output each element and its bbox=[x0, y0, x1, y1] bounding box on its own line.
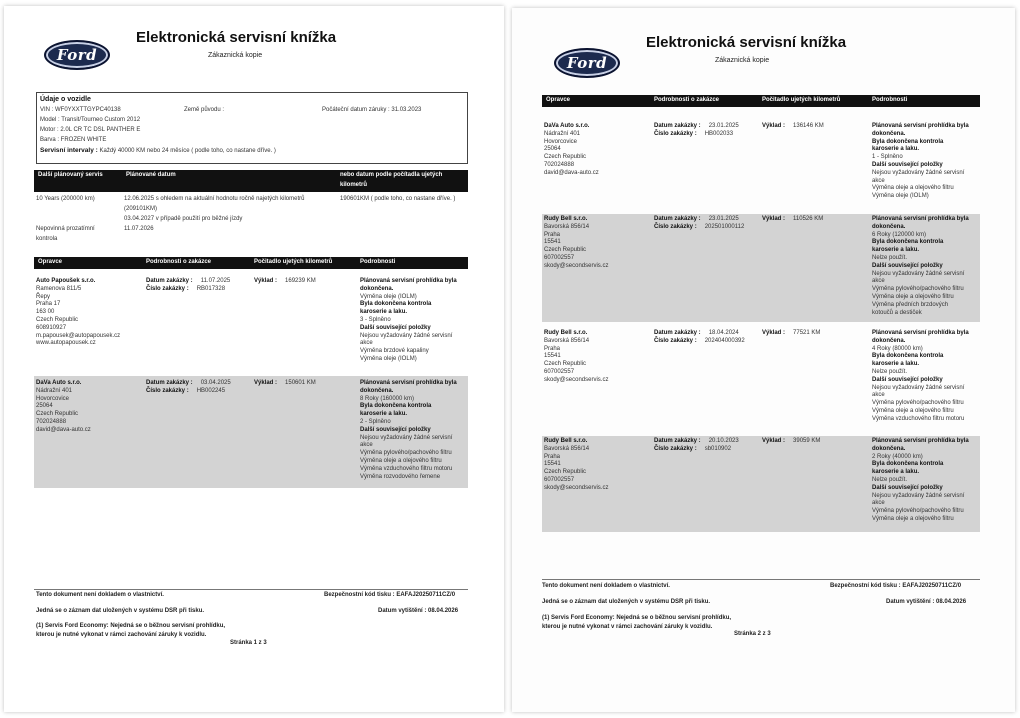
dealer-line: skody@secondservis.cz bbox=[544, 262, 609, 269]
service-detail: Další související položky bbox=[360, 324, 431, 331]
footer-security-code: Bezpečnostní kód tisku : EAFAJ20250711CZ/0 bbox=[830, 583, 962, 589]
document-title: Elektronická servisní knížka bbox=[136, 29, 337, 46]
service-detail: Výměna pylového/pachového filtru bbox=[872, 508, 964, 515]
service-detail: Nejsou vyžadovány žádné servisní bbox=[360, 332, 453, 339]
service-detail: dokončena. bbox=[872, 130, 906, 137]
dealer-line: Bavorská 856/14 bbox=[544, 337, 590, 344]
footer-print-date: Datum vytištění : 08.04.2026 bbox=[886, 599, 967, 605]
dealer-name: Rudy Bell s.r.o. bbox=[544, 216, 588, 222]
service-detail: Nelze použít. bbox=[872, 255, 908, 261]
vehicle-vin: VIN : WF0YXXTTGYPC40138 bbox=[40, 107, 121, 113]
service-detail: Výměna oleje (IOLM) bbox=[360, 293, 417, 300]
service-detail: akce bbox=[360, 340, 373, 347]
service-detail: Výměna předních brzdových bbox=[872, 301, 949, 308]
dealer-line: Bavorská 856/14 bbox=[544, 445, 590, 452]
service-detail: Nejsou vyžadovány žádné servisní bbox=[872, 492, 965, 499]
order-number: Číslo zakázky : 202404000392 bbox=[654, 337, 745, 344]
dealer-line: Bavorská 856/14 bbox=[544, 223, 590, 230]
footer-print-date: Datum vytištění : 08.04.2026 bbox=[378, 608, 459, 614]
dealer-line: 15541 bbox=[544, 239, 561, 246]
interim-check-date: 11.07.2026 bbox=[124, 226, 154, 232]
dealer-line: skody@secondservis.cz bbox=[544, 484, 609, 491]
service-detail: dokončena. bbox=[360, 285, 394, 292]
dealer-name: Rudy Bell s.r.o. bbox=[544, 330, 588, 336]
service-detail: Výměna pylového/pachového filtru bbox=[872, 286, 964, 293]
dealer-line: 25064 bbox=[36, 403, 53, 410]
order-number: Číslo zakázky : 202501000112 bbox=[654, 223, 745, 230]
dealer-line: Czech Republic bbox=[544, 154, 587, 161]
service-detail: Další související položky bbox=[872, 484, 943, 491]
service-detail: Výměna oleje a olejového filtru bbox=[872, 408, 954, 414]
service-detail: dokončena. bbox=[872, 223, 906, 230]
service-detail: 6 Roky (120000 km) bbox=[872, 231, 927, 238]
dealer-line: Ramenova 811/5 bbox=[36, 285, 82, 292]
service-detail: Byla dokončena kontrola bbox=[360, 301, 432, 308]
dealer-name: DaVa Auto s.r.o. bbox=[544, 123, 590, 129]
order-date: Datum zakázky : 03.04.2025 bbox=[146, 380, 231, 386]
footer-not-proof: Tento dokument není dokladem o vlastnictví. bbox=[542, 583, 670, 589]
odometer-reading: Výklad : 39059 KM bbox=[762, 438, 821, 444]
vehicle-intervals: Servisní intervaly : Každý 40000 KM nebo 24 měsíce ( podle toho, co nastane dříve. ) bbox=[40, 147, 276, 154]
service-detail: Výměna oleje (IOLM) bbox=[360, 356, 417, 362]
service-detail: Další související položky bbox=[872, 162, 943, 168]
vehicle-warranty-date: Počáteční datum záruky : 31.03.2023 bbox=[322, 107, 422, 113]
dealer-line: 607002557 bbox=[544, 255, 575, 261]
order-date: Datum zakázky : 23.01.2025 bbox=[654, 216, 739, 222]
service-detail: Výměna oleje a olejového filtru bbox=[872, 185, 954, 192]
service-detail: 3 - Splněno bbox=[360, 317, 391, 323]
service-detail: Plánovaná servisní prohlídka byla bbox=[872, 123, 969, 129]
dealer-line: Hovorcovice bbox=[544, 138, 578, 145]
dealer-line: Czech Republic bbox=[36, 411, 79, 418]
service-detail: akce bbox=[872, 392, 885, 399]
order-date: Datum zakázky : 23.01.2025 bbox=[654, 123, 739, 129]
dealer-line: Praha bbox=[544, 453, 561, 460]
service-detail: Výměna oleje a olejového filtru bbox=[360, 458, 442, 464]
service-detail: karoserie a laku. bbox=[872, 361, 920, 368]
document-subtitle: Zákaznická kopie bbox=[715, 57, 770, 64]
dealer-line: Řepy bbox=[36, 293, 51, 300]
footer-economy-2: kterou je nutné vykonat v rámci zachování záruky k vozidlu. bbox=[36, 632, 207, 638]
service-detail: Plánovaná servisní prohlídka byla bbox=[360, 380, 457, 386]
order-number: Číslo zakázky : HB002033 bbox=[654, 130, 734, 137]
dealer-line: david@dava-auto.cz bbox=[36, 426, 91, 433]
vehicle-engine: Motor : 2.0L CR TC DSL PANTHER E bbox=[40, 127, 141, 133]
order-date: Datum zakázky : 11.07.2025 bbox=[146, 278, 231, 284]
service-detail: Výměna vzduchového filtru motoru bbox=[872, 415, 965, 422]
history-header: Opravce Podrobnosti o zakázce Počitadlo ujetých kilometrů Podrobnosti bbox=[34, 257, 468, 269]
dealer-line: Czech Republic bbox=[544, 247, 587, 254]
dealer-line: Nádražní 401 bbox=[544, 130, 581, 137]
service-detail: Nelze použít. bbox=[872, 369, 908, 375]
odometer-reading: Výklad : 110526 KM bbox=[762, 216, 824, 222]
planned-date-km: (209101KM) bbox=[124, 206, 158, 212]
service-detail: akce bbox=[872, 278, 885, 285]
service-detail: 2 - Splněno bbox=[360, 419, 391, 425]
footer-economy-1: (1) Servis Ford Economy: Nejedná se o běžnou servisní prohlídku, bbox=[36, 623, 226, 629]
service-detail: karoserie a laku. bbox=[872, 146, 920, 153]
footer-economy-1: (1) Servis Ford Economy: Nejedná se o běžnou servisní prohlídku, bbox=[542, 615, 732, 621]
vehicle-heading: Údaje o vozidle bbox=[40, 96, 91, 103]
service-detail: Další související položky bbox=[872, 376, 943, 383]
dealer-line: skody@secondservis.cz bbox=[544, 376, 609, 383]
service-detail: 1 - Splněno bbox=[872, 154, 903, 161]
odometer-reading: Výklad : 77521 KM bbox=[762, 330, 821, 336]
service-detail: Plánovaná servisní prohlídka byla bbox=[872, 438, 969, 444]
service-detail: Nejsou vyžadovány žádné servisní bbox=[872, 270, 965, 277]
history-header: Opravce Podrobnosti o zakázce Počitadlo ujetých kilometrů Podrobnosti bbox=[542, 95, 980, 107]
order-date: Datum zakázky : 20.10.2023 bbox=[654, 438, 739, 444]
service-detail: Další související položky bbox=[872, 262, 943, 269]
footer-economy-2: kterou je nutné vykonat v rámci zachování záruky k vozidlu. bbox=[542, 624, 713, 630]
service-detail: 8 Roky (160000 km) bbox=[360, 395, 415, 402]
footer-security-code: Bezpečnostní kód tisku : EAFAJ20250711CZ/0 bbox=[324, 592, 456, 598]
service-detail: kotoučů a destiček bbox=[872, 309, 922, 316]
vehicle-color: Barva : FROZEN WHITE bbox=[40, 137, 107, 143]
service-detail: Byla dokončena kontrola bbox=[360, 403, 432, 410]
footer-divider bbox=[542, 579, 980, 580]
service-detail: Plánovaná servisní prohlídka byla bbox=[360, 278, 457, 284]
service-detail: Byla dokončena kontrola bbox=[872, 239, 944, 246]
dealer-line: 702024888 bbox=[544, 162, 575, 168]
service-detail: Byla dokončena kontrola bbox=[872, 138, 944, 145]
dealer-line: Praha bbox=[544, 231, 561, 238]
vehicle-model: Model : Transit/Tourneo Custom 2012 bbox=[40, 117, 141, 123]
order-number: Číslo zakázky : sb010902 bbox=[654, 445, 732, 452]
odometer-reading: Výklad : 136146 KM bbox=[762, 123, 824, 129]
planned-service-header: Další plánovaný servis Plánované datum nebo datum podle počítadla ujetých kilometrů bbox=[34, 170, 468, 192]
service-detail: karoserie a laku. bbox=[360, 411, 408, 418]
service-detail: akce bbox=[872, 177, 885, 184]
service-detail: karoserie a laku. bbox=[872, 247, 920, 254]
page-number: Stránka 2 z 3 bbox=[734, 631, 771, 637]
dealer-line: 607002557 bbox=[544, 477, 575, 483]
service-detail: Nejsou vyžadovány žádné servisní bbox=[872, 384, 965, 391]
dealer-line: 15541 bbox=[544, 461, 561, 468]
service-detail: dokončena. bbox=[872, 445, 906, 452]
service-detail: Nejsou vyžadovány žádné servisní bbox=[872, 169, 965, 176]
service-detail: akce bbox=[360, 442, 373, 449]
dealer-line: 25064 bbox=[544, 146, 561, 153]
service-detail: 2 Roky (40000 km) bbox=[872, 453, 923, 460]
service-detail: Plánovaná servisní prohlídka byla bbox=[872, 330, 969, 336]
footer-not-proof: Tento dokument není dokladem o vlastnictví. bbox=[36, 592, 164, 598]
dealer-line: 608910927 bbox=[36, 324, 67, 331]
service-detail: Výměna oleje a olejového filtru bbox=[872, 294, 954, 300]
odometer-reading: Výklad : 169239 KM bbox=[254, 278, 316, 284]
odometer-reading: Výklad : 150601 KM bbox=[254, 380, 316, 386]
dealer-name: Rudy Bell s.r.o. bbox=[544, 438, 588, 444]
order-date: Datum zakázky : 18.04.2024 bbox=[654, 330, 739, 336]
service-detail: Byla dokončena kontrola bbox=[872, 461, 944, 468]
document-title: Elektronická servisní knížka bbox=[646, 34, 847, 51]
service-detail: Nelze použít. bbox=[872, 477, 908, 483]
service-detail: dokončena. bbox=[872, 337, 906, 344]
dealer-line: 163 00 bbox=[36, 309, 55, 316]
service-detail: Nejsou vyžadovány žádné servisní bbox=[360, 434, 453, 441]
dealer-line: Czech Republic bbox=[544, 361, 587, 368]
ford-logo: Ford bbox=[554, 48, 620, 78]
dealer-line: m.papousek@autopapousek.cz bbox=[36, 332, 121, 339]
footer-record-note: Jedná se o záznam dat uložených v systému DSR při tisku. bbox=[36, 608, 205, 614]
planned-interval: 10 Years (200000 km) bbox=[36, 196, 95, 202]
dealer-line: Praha bbox=[544, 345, 561, 352]
interim-check-label-2: kontrola bbox=[36, 236, 58, 242]
dealer-line: Czech Republic bbox=[544, 469, 587, 476]
service-detail: Výměna oleje (IOLM) bbox=[872, 193, 929, 200]
dealer-name: Auto Papoušek s.r.o. bbox=[36, 278, 96, 284]
order-number: Číslo zakázky : HB002245 bbox=[146, 387, 226, 394]
service-detail: Další související položky bbox=[360, 426, 431, 433]
service-detail: Výměna pylového/pachového filtru bbox=[360, 450, 452, 457]
footer-divider bbox=[34, 589, 468, 590]
page-number: Stránka 1 z 3 bbox=[230, 640, 267, 646]
service-detail: Výměna rozvodového řemene bbox=[360, 473, 441, 480]
service-detail: karoserie a laku. bbox=[360, 309, 408, 316]
service-detail: Výměna vzduchového filtru motoru bbox=[360, 465, 453, 472]
dealer-line: Czech Republic bbox=[36, 317, 79, 323]
dealer-line: Praha 17 bbox=[36, 301, 61, 308]
page-2 bbox=[512, 8, 1015, 712]
document-subtitle: Zákaznická kopie bbox=[208, 52, 263, 59]
service-detail: karoserie a laku. bbox=[872, 469, 920, 476]
planned-date-normal: 03.04.2027 v případě použití pro běžné jízdy bbox=[124, 216, 243, 222]
service-detail: dokončena. bbox=[360, 387, 394, 394]
planned-date-mileage: 12.06.2025 s ohledem na aktuální hodnotu ročně najetých kilometrů bbox=[124, 196, 305, 202]
dealer-line: Hovorcovice bbox=[36, 395, 70, 402]
service-detail: Byla dokončena kontrola bbox=[872, 353, 944, 360]
dealer-line: 702024888 bbox=[36, 419, 67, 425]
service-detail: Výměna pylového/pachového filtru bbox=[872, 400, 964, 407]
planned-km: 190601KM ( podle toho, co nastane dříve. ) bbox=[340, 196, 456, 202]
service-detail: Plánovaná servisní prohlídka byla bbox=[872, 216, 969, 222]
dealer-line: Nádražní 401 bbox=[36, 387, 73, 394]
order-number: Číslo zakázky : RB017328 bbox=[146, 285, 226, 292]
dealer-name: DaVa Auto s.r.o. bbox=[36, 380, 82, 386]
page-1 bbox=[4, 6, 504, 712]
footer-record-note: Jedná se o záznam dat uložených v systému DSR při tisku. bbox=[542, 599, 711, 605]
vehicle-country: Země původu : bbox=[184, 107, 225, 113]
dealer-line: 15541 bbox=[544, 353, 561, 360]
service-detail: Výměna oleje a olejového filtru bbox=[872, 516, 954, 522]
service-detail: Výměna brzdové kapaliny bbox=[360, 348, 429, 355]
service-detail: akce bbox=[872, 500, 885, 507]
dealer-line: www.autopapousek.cz bbox=[36, 340, 96, 347]
dealer-line: 607002557 bbox=[544, 369, 575, 375]
interim-check-label: Nepovinná prozatímní bbox=[36, 226, 95, 232]
service-detail: 4 Roky (80000 km) bbox=[872, 345, 923, 352]
dealer-line: david@dava-auto.cz bbox=[544, 169, 599, 176]
ford-logo: Ford bbox=[44, 40, 110, 70]
